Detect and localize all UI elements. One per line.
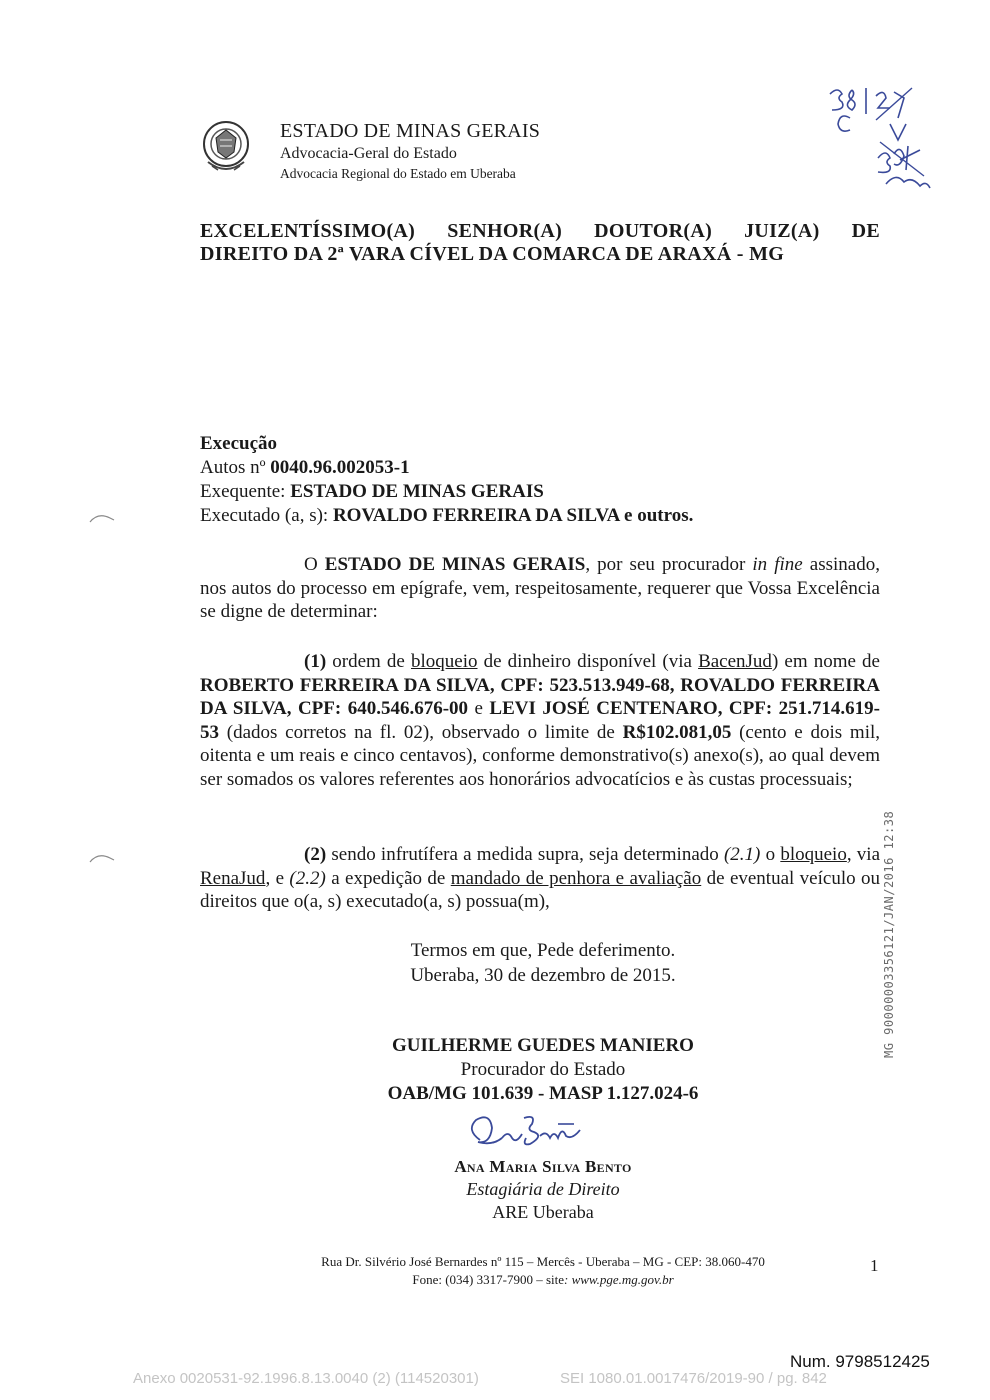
p2-text-b: ordem de — [326, 651, 411, 672]
p3-text-b: sendo infrutífera a medida supra, seja determinado — [326, 844, 724, 865]
paragraph-item-1 — [200, 650, 880, 791]
intern-title: Estagiária de Direito — [466, 1179, 620, 1199]
item-1-number: (1) — [304, 651, 327, 672]
p3-2-1: (2.1) — [723, 844, 761, 865]
hole-punch-mark-icon — [88, 510, 118, 524]
p1-text-e: assinado, nos autos do processo em epígrafe, vem, respeitosamente, requerer que Vossa Excelência se digne de determinar: — [200, 554, 880, 622]
item-2-number: (2) — [304, 844, 327, 865]
p2-debtors: ROBERTO FERREIRA DA SILVA, CPF: 523.513.949-68, ROVALDO FERREIRA DA SILVA, CPF: 640.546.676-00 — [200, 674, 880, 719]
closing-line-1: Termos em que, Pede deferimento. — [410, 940, 676, 961]
autos-label: Autos nº — [200, 457, 271, 478]
p2-amount: R$102.081,05 — [622, 721, 732, 743]
autos-number: 0040.96.002053-1 — [270, 457, 410, 478]
paragraph-item-2 — [200, 843, 880, 914]
paragraph-request — [200, 553, 880, 624]
p1-text-a: O — [304, 554, 325, 575]
footer-contact — [200, 1272, 886, 1288]
exequente-name: ESTADO DE MINAS GERAIS — [290, 481, 544, 502]
p1-party: ESTADO DE MINAS GERAIS — [324, 554, 586, 575]
p3-2-2: (2.2) — [289, 867, 326, 889]
addressee-line-1: EXCELENTÍSSIMO(A) SENHOR(A) DOUTOR(A) JUIZ(A) DE — [200, 220, 880, 242]
p2-text-d: de dinheiro disponível (via — [477, 651, 699, 672]
p3-text-l: de eventual veículo ou direitos que o(a, s) executado(a, s) possua(m), — [200, 867, 880, 912]
signatory-block — [200, 1034, 886, 1106]
footer-site: : www.pge.mg.gov.br — [564, 1272, 674, 1287]
case-block — [200, 432, 693, 528]
p3-text-f: , via — [846, 844, 881, 865]
p2-bloqueio: bloqueio — [411, 651, 478, 672]
page-number: 1 — [870, 1256, 879, 1275]
letterhead-office: Advocacia Regional do Estado em Uberaba — [280, 166, 516, 181]
document-number: Num. 9798512425 — [790, 1352, 930, 1371]
exequente-label: Exequente: — [200, 481, 291, 502]
letterhead-agency: Advocacia-Geral do Estado — [280, 145, 457, 162]
p2-bacenjud: BacenJud — [698, 651, 772, 672]
closing-date: Uberaba, 30 de dezembro de 2015. — [410, 965, 676, 986]
intern-unit: ARE Uberaba — [492, 1202, 594, 1222]
p2-text-l: (cento e dois mil, oitenta e um reais e cinco centavos), conforme demonstrativo(s) anexo(s), ao qual devem ser somados os valores referentes aos honorários advocatícios e às custas processuais; — [200, 721, 881, 790]
handwritten-signature-icon — [462, 1110, 592, 1154]
watermark-sei: SEI 1080.01.0017476/2019-90 / pg. 842 — [560, 1370, 827, 1387]
closing-block — [200, 938, 886, 988]
p3-renajud: RenaJud — [200, 867, 266, 889]
footer-phone: Fone: (034) 3317-7900 – site — [412, 1272, 564, 1287]
p2-text-h: e — [468, 698, 490, 719]
hole-punch-mark-icon — [88, 850, 118, 864]
signatory-name: GUILHERME GUEDES MANIERO — [392, 1035, 694, 1056]
intern-block — [200, 1155, 886, 1224]
p3-mandado: mandado de penhora e avaliação — [450, 867, 702, 889]
handwritten-folio-note-icon — [820, 84, 940, 214]
p3-bloqueio: bloqueio — [780, 844, 847, 865]
p1-text-c: , por seu procurador — [585, 554, 753, 575]
executado-label: Executado (a, s): — [200, 505, 333, 526]
p2-text-j: (dados corretos na fl. 02), observado o limite de — [219, 721, 623, 743]
footer-address: Rua Dr. Silvério José Bernardes nº 115 – Mercês - Uberaba – MG - CEP: 38.060-470 — [321, 1254, 765, 1269]
p2-debtor-levi: LEVI JOSÉ CENTENARO, CPF: 251.714.619-53 — [200, 698, 880, 743]
p3-text-j: a expedição de — [325, 867, 451, 889]
signatory-title: Procurador do Estado — [460, 1059, 626, 1080]
addressee-line-2: DIREITO DA 2ª VARA CÍVEL DA COMARCA DE ARAXÁ - MG — [200, 243, 785, 265]
case-type: Execução — [200, 433, 278, 454]
state-coat-of-arms-icon — [200, 118, 252, 178]
executado-name: ROVALDO FERREIRA DA SILVA e outros. — [332, 505, 694, 526]
p3-text-d: o — [760, 844, 781, 865]
protocol-stamp: MG 90000003356121/JAN/2016 12:38 — [882, 810, 896, 1058]
p2-text-f: ) em nome de — [771, 651, 880, 672]
watermark-annex: Anexo 0020531-92.1996.8.13.0040 (2) (114520301) — [133, 1370, 479, 1387]
letterhead-state: ESTADO DE MINAS GERAIS — [280, 120, 541, 142]
p1-in-fine: in fine — [752, 554, 803, 575]
p3-text-h: , e — [265, 867, 290, 889]
intern-name: Ana Maria Silva Bento — [454, 1157, 632, 1176]
signatory-ids: OAB/MG 101.639 - MASP 1.127.024-6 — [387, 1083, 699, 1104]
